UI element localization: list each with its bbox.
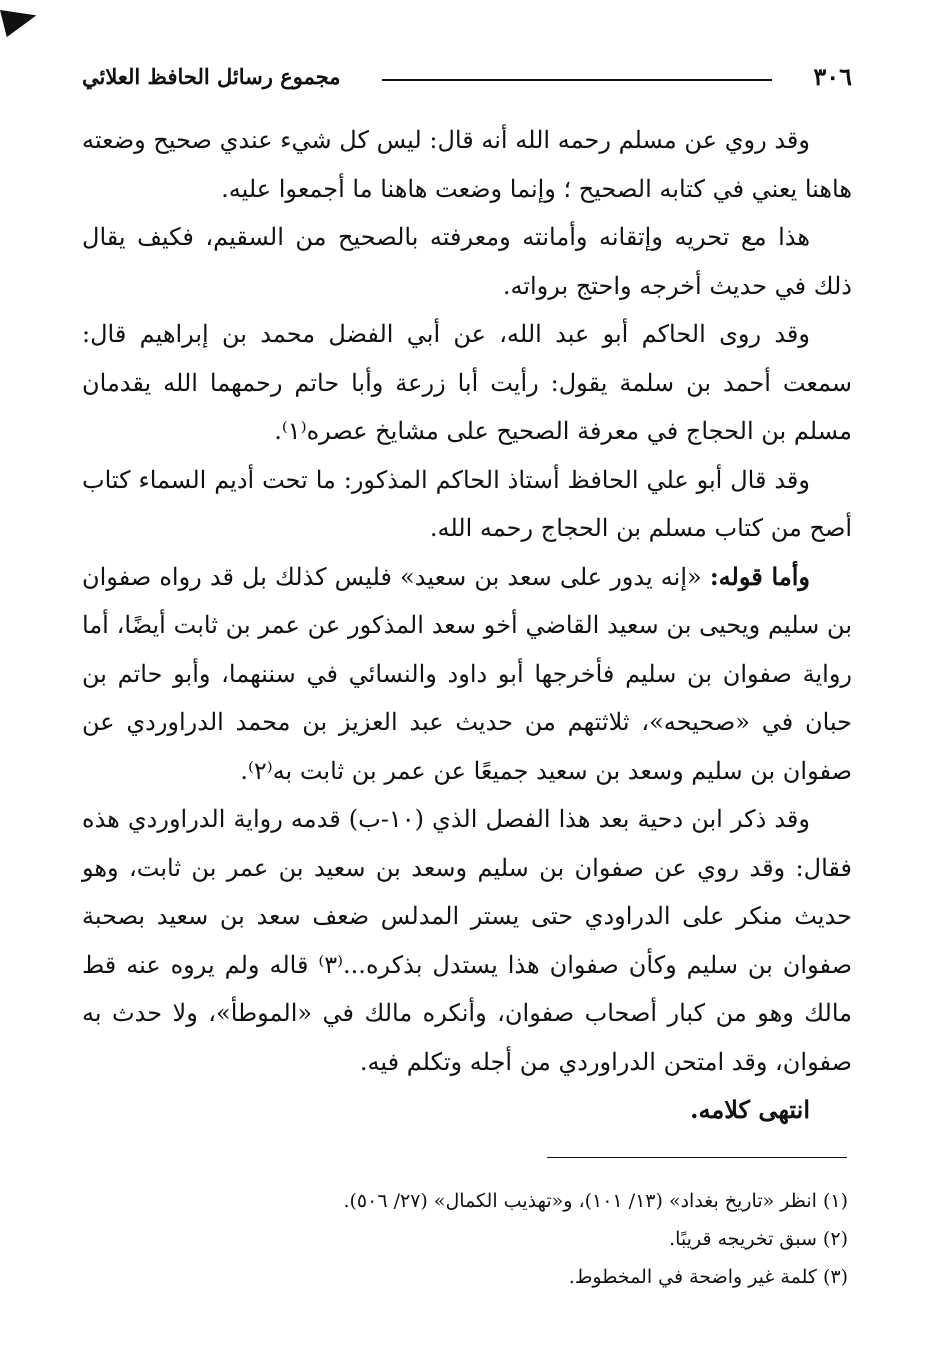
- main-text: [82, 116, 852, 1135]
- paragraph-lead: وأما قوله:: [709, 561, 810, 591]
- running-title: مجموع رسائل الحافظ العلائي: [82, 64, 341, 89]
- footnote: (٢) سبق تخريجه قريبًا.: [669, 1228, 848, 1250]
- paragraph: وقد قال أبو علي الحافظ أستاذ الحاكم المذكور: ما تحت أديم السماء كتاب أصح من كتاب مسلم بن الحجاج رحمه الله.: [82, 465, 852, 542]
- footnote-rule: [547, 1157, 847, 1158]
- closing-line: انتهى كلامه.: [690, 1095, 810, 1124]
- paragraph: وقد روي عن مسلم رحمه الله أنه قال: ليس كل شيء عندي صحيح وضعته هاهنا يعني في كتابه الصحيح ؛ وإنما وضعت هاهنا ما أجمعوا عليه.: [82, 126, 852, 203]
- footnote: (١) انظر «تاريخ بغداد» (١٣/ ١٠١)، و«تهذيب الكمال» (٢٧/ ٥٠٦).: [343, 1190, 848, 1212]
- footnote: (٣) كلمة غير واضحة في المخطوط.: [568, 1266, 848, 1288]
- page-header: [82, 60, 852, 94]
- paragraph: وقد روى الحاكم أبو عبد الله، عن أبي الفضل محمد بن إبراهيم قال: سمعت أحمد بن سلمة يقول: رأيت أبا زرعة وأبا حاتم رحمهما الله يقدمان مسلم بن الحجاج في معرفة الصحيح على مشايخ عصره⁽١⁾.: [82, 320, 852, 445]
- page-corner-mark: [0, 2, 40, 37]
- page-number: ٣٠٦: [813, 62, 852, 91]
- header-rule: [382, 79, 772, 81]
- paragraph: وقد ذكر ابن دحية بعد هذا الفصل الذي (١٠-ب) قدمه رواية الدراوردي هذه فقال: وقد روي عن صفوان بن سليم وسعد بن سعيد بن عمر بن ثابت، وهو حديث منكر على الدراودي حتى يستر المدلس ضعف سعد بن سعيد بصحبة صفوان بن سليم وكأن صفوان هذا يستدل بذكره...⁽٣⁾ قاله ولم يروه عنه قط مالك وهو من كبار أصحاب صفوان، وأنكره مالك في «الموطأ»، ولا حدث به صفوان، وقد امتحن الدراوردي من أجله وتكلم فيه.: [82, 805, 852, 1076]
- paragraph: وأما قوله: «إنه يدور على سعد بن سعيد» فليس كذلك بل قد رواه صفوان بن سليم ويحيى بن سعيد القاضي أخو سعد المذكور عن عمر بن ثابت أيضًا، أما رواية صفوان بن سليم فأخرجها أبو داود والنسائي في سننهما، وأبو حاتم بن حبان في «صحيحه»، ثلاثتهم من حديث عبد العزيز بن محمد الدراوردي عن صفوان بن سليم وسعد بن سعيد جميعًا عن عمر بن ثابت به⁽٢⁾.: [82, 561, 852, 785]
- footnotes: [82, 1182, 852, 1296]
- paragraph: هذا مع تحريه وإتقانه وأمانته ومعرفته بالصحيح من السقيم، فكيف يقال ذلك في حديث أخرجه واحتج برواته.: [82, 223, 852, 300]
